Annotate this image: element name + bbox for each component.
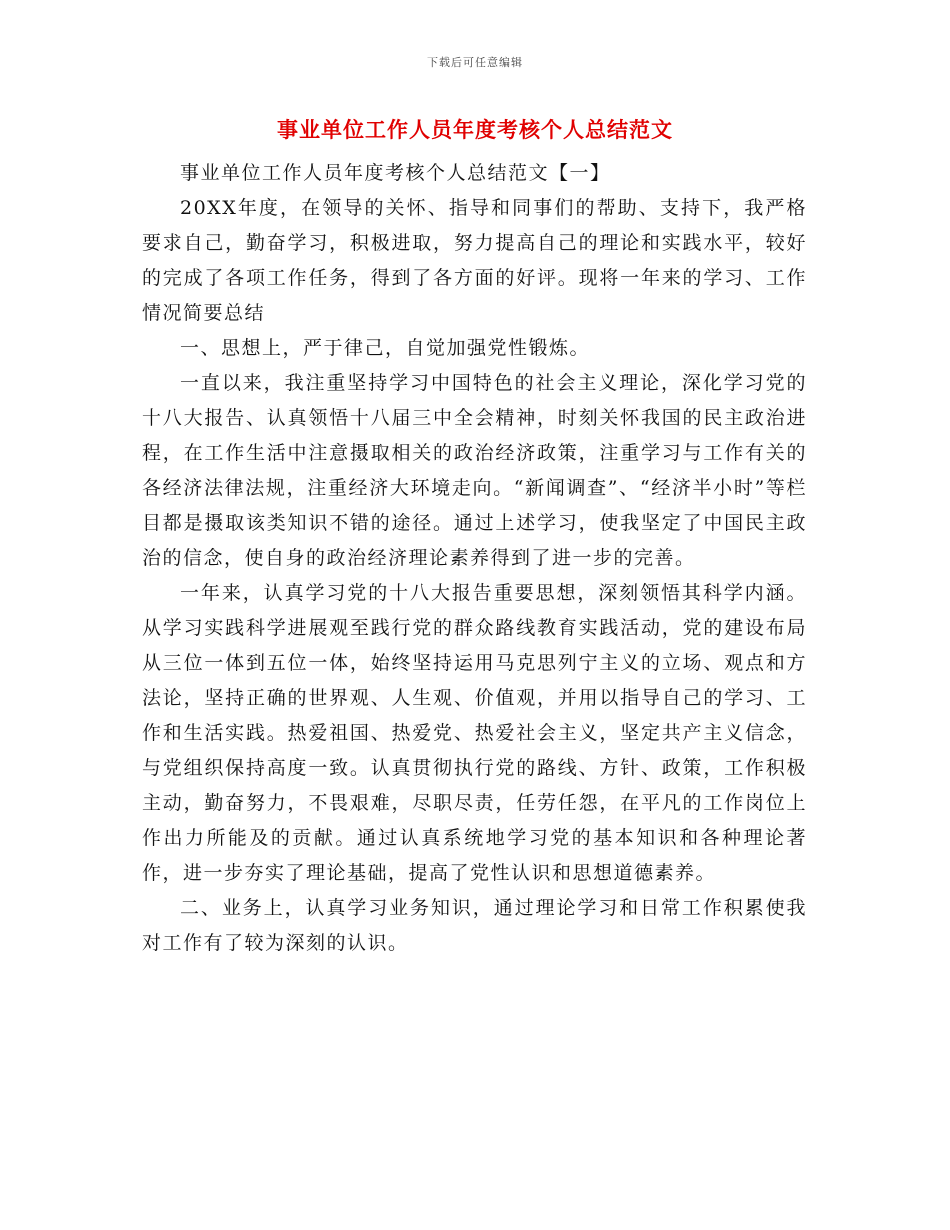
document-title: 事业单位工作人员年度考核个人总结范文 (277, 117, 673, 142)
header-note: 下载后可任意编辑 (427, 56, 523, 69)
section-heading-example-one: 事业单位工作人员年度考核个人总结范文【一】 (180, 162, 611, 184)
document-body (142, 156, 807, 961)
paragraph-party-report: 一年来，认真学习党的十八大报告重要思想，深刻领悟其科学内涵。从学习实践科学进展观至践行党的群众路线教育实践活动，党的建设布局从三位一体到五位一体，始终坚持运用马克思列宁主义的立场、观点和方法论，坚持正确的世界观、人生观、价值观，并用以指导自己的学习、工作和生活实践。热爱祖国、热爱党、热爱社会主义，坚定共产主义信念，与党组织保持高度一致。认真贯彻执行党的路线、方针、政策，工作积极主动，勤奋努力，不畏艰难，尽职尽责，任劳任怨，在平凡的工作岗位上作出力所能及的贡献。通过认真系统地学习党的基本知识和各种理论著作，进一步夯实了理论基础，提高了党性认识和思想道德素养。 (142, 582, 807, 884)
paragraph-intro: 20XX年度，在领导的关怀、指导和同事们的帮助、支持下，我严格要求自己，勤奋学习，积极进取，努力提高自己的理论和实践水平，较好的完成了各项工作任务，得到了各方面的好评。现将一年来的学习、工作情况简要总结 (142, 197, 807, 324)
paragraph-theory-study: 一直以来，我注重坚持学习中国特色的社会主义理论，深化学习党的十八大报告、认真领悟十八届三中全会精神，时刻关怀我国的民主政治进程，在工作生活中注意摄取相关的政治经济政策，注重学习与工作有关的各经济法律法规，注重经济大环境走向。“新闻调查”、“经济半小时”等栏目都是摄取该类知识不错的途径。通过上述学习，使我坚定了中国民主政治的信念，使自身的政治经济理论素养得到了进一步的完善。 (142, 372, 807, 569)
section-heading-ideology: 一、思想上，严于律己，自觉加强党性锻炼。 (180, 337, 591, 359)
section-heading-business: 二、业务上，认真学习业务知识，通过理论学习和日常工作积累使我对工作有了较为深刻的认识。 (142, 897, 807, 954)
